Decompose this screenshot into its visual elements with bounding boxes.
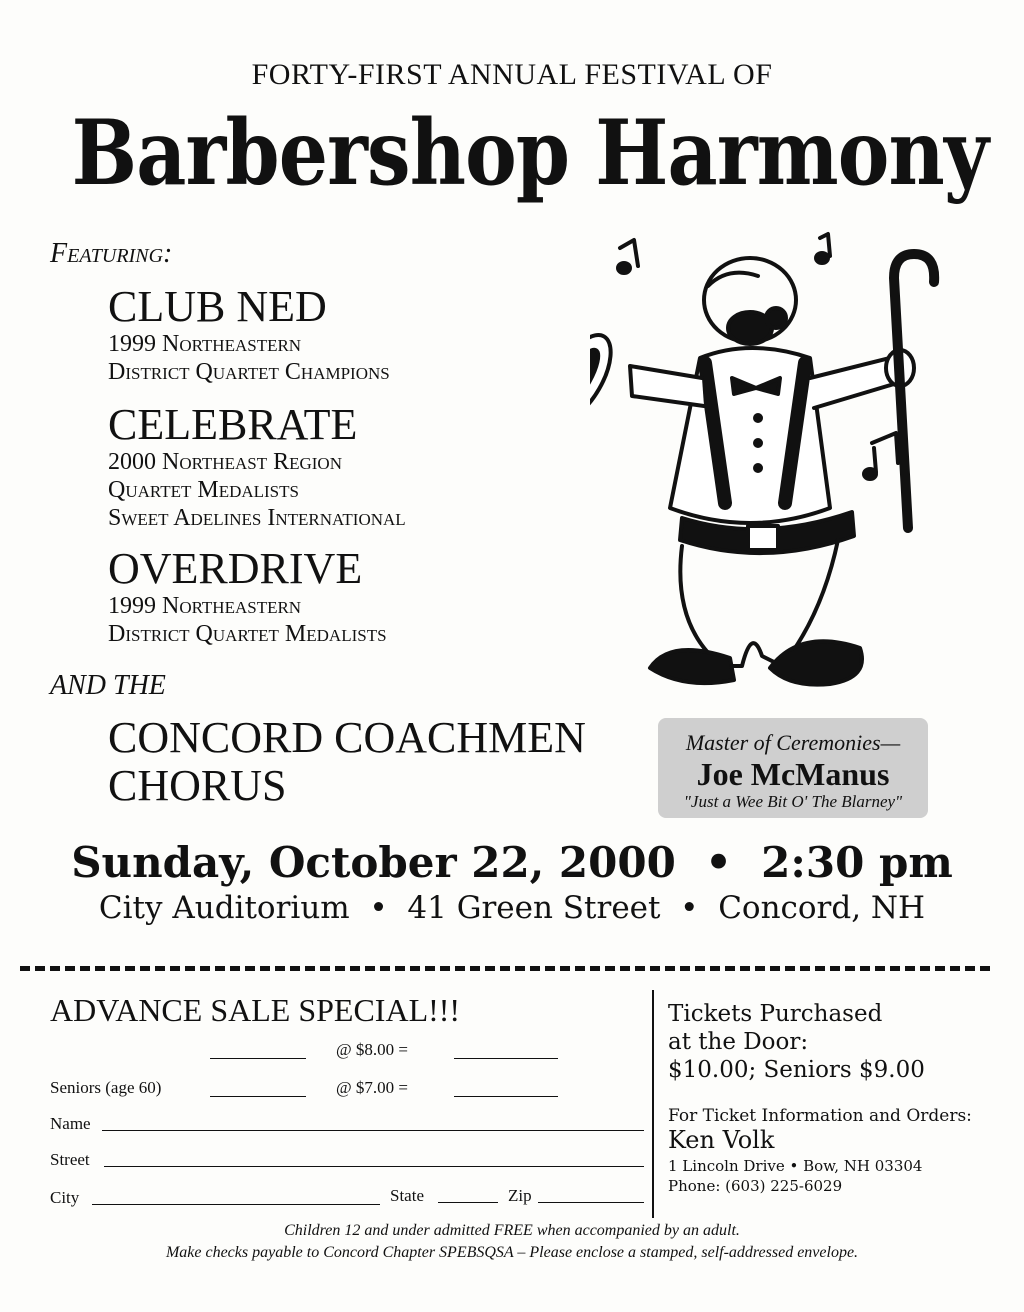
act-description: Quartet Medalists [108, 477, 299, 503]
state-field[interactable] [438, 1202, 498, 1203]
contact-heading: For Ticket Information and Orders: [668, 1106, 972, 1126]
mc-label: Master of Ceremonies— [685, 730, 901, 755]
chorus-name [108, 714, 586, 810]
city-label: City [50, 1188, 80, 1207]
featuring-label: Featuring: [50, 238, 173, 269]
event-address: 41 Green Street [407, 890, 661, 926]
event-location [0, 890, 1024, 926]
event-time: 2:30 pm [761, 838, 953, 887]
contact-details [668, 1156, 922, 1196]
city-field[interactable] [92, 1204, 380, 1205]
form-divider [652, 990, 654, 1218]
name-label: Name [50, 1114, 91, 1133]
adult-price-label: @ $8.00 = [336, 1040, 408, 1059]
checks-note: Make checks payable to Concord Chapter SPEBSQSA – Please enclose a stamped, self-addressed envelope. [165, 1244, 859, 1261]
senior-qty-field[interactable] [210, 1096, 306, 1097]
festival-subtitle: FORTY-FIRST ANNUAL FESTIVAL OF [251, 58, 773, 91]
door-prices: $10.00; Seniors $9.00 [668, 1057, 925, 1083]
act-description: District Quartet Medalists [108, 621, 387, 647]
act-description: District Quartet Champions [108, 359, 390, 385]
advance-sale-title: ADVANCE SALE SPECIAL!!! [50, 992, 461, 1028]
senior-price-label: @ $7.00 = [336, 1078, 408, 1097]
event-venue: City Auditorium [98, 890, 350, 926]
adult-qty-field[interactable] [210, 1058, 306, 1059]
contact-phone: Phone: (603) 225-6029 [668, 1177, 843, 1195]
festival-title: Barbershop Harmony [71, 100, 989, 206]
and-the-label: AND THE [50, 670, 166, 701]
door-ticket-info [668, 1000, 925, 1084]
act-description: 1999 Northeastern [108, 593, 302, 619]
mc-name: Joe McManus [696, 756, 890, 792]
street-label: Street [50, 1150, 90, 1169]
act-club-ned [108, 284, 390, 386]
act-overdrive [108, 546, 387, 648]
master-of-ceremonies-box [658, 718, 928, 818]
cut-here-divider [20, 966, 990, 971]
chorus-line-2: CHORUS [108, 761, 287, 810]
door-line-1: Tickets Purchased [668, 1001, 883, 1027]
act-description: 1999 Northeastern [108, 331, 302, 357]
act-name: OVERDRIVE [108, 544, 363, 593]
senior-total-field[interactable] [454, 1096, 558, 1097]
contact-address: 1 Lincoln Drive • Bow, NH 03304 [668, 1157, 923, 1175]
zip-label: Zip [508, 1186, 532, 1205]
state-label: State [390, 1186, 424, 1205]
act-description: Sweet Adelines International [108, 505, 406, 531]
singer-cartoon-icon [590, 228, 950, 708]
chorus-line-1: CONCORD COACHMEN [108, 713, 586, 762]
bullet-icon: • [670, 890, 709, 926]
event-city: Concord, NH [718, 890, 926, 926]
street-field[interactable] [104, 1166, 644, 1167]
bullet-icon: • [690, 838, 747, 887]
act-name: CLUB NED [108, 282, 327, 331]
act-name: CELEBRATE [108, 400, 358, 449]
door-line-2: at the Door: [668, 1029, 809, 1055]
mc-tagline: "Just a Wee Bit O' The Blarney" [683, 792, 903, 811]
event-date: Sunday, October 22, 2000 [71, 838, 676, 887]
seniors-label: Seniors (age 60) [50, 1078, 162, 1097]
children-note: Children 12 and under admitted FREE when accompanied by an adult. [284, 1222, 740, 1239]
zip-field[interactable] [538, 1202, 644, 1203]
adult-total-field[interactable] [454, 1058, 558, 1059]
bullet-icon: • [359, 890, 398, 926]
act-celebrate [108, 402, 406, 532]
act-description: 2000 Northeast Region [108, 449, 342, 475]
contact-name: Ken Volk [668, 1126, 775, 1154]
name-field[interactable] [102, 1130, 644, 1131]
event-date-time [0, 838, 1024, 887]
